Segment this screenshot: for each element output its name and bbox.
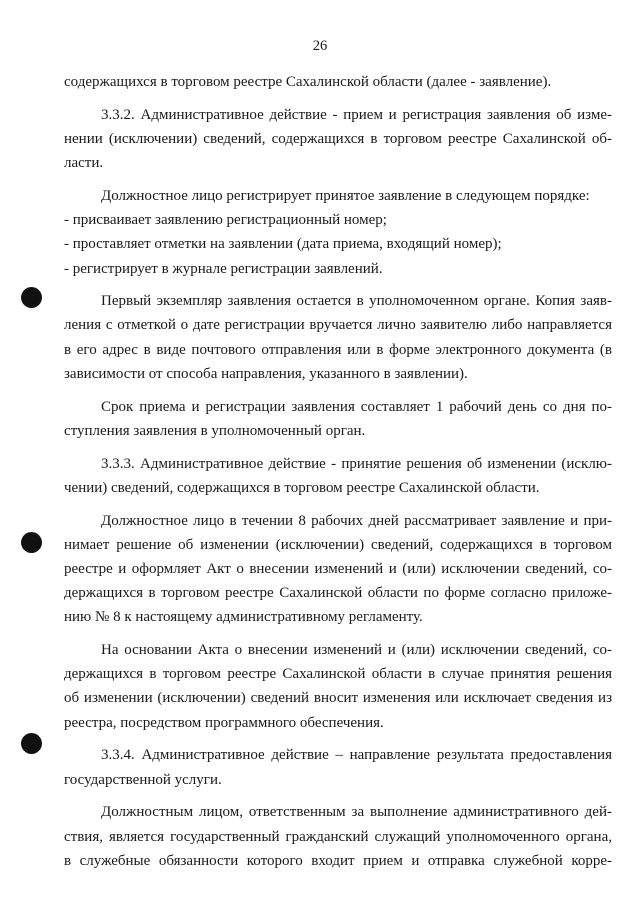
text-line: держащихся в торговом реестре Сахалинской области по форме согласно приложе- — [64, 585, 612, 602]
text-line: 3.3.2. Административное действие - прием и регистрация заявления об изме- — [101, 106, 612, 123]
text-line: нимает решение об изменении (исключении) сведений, содержащихся в торговом — [64, 536, 612, 553]
text-line: На основании Акта о внесении изменений и (или) исключении сведений, со- — [101, 642, 612, 659]
text-line: нении (исключении) сведений, содержащихся в торговом реестре Сахалинской об- — [64, 130, 612, 147]
punch-hole — [21, 532, 42, 553]
text-line: в служебные обязанности которого входит прием и отправка служебной корре- — [64, 852, 612, 869]
text-line: ствия, является государственный гражданский служащий уполномоченного органа, — [64, 828, 612, 845]
text-line: ления с отметкой о дате регистрации вручается лично заявителю либо направляется — [64, 317, 612, 334]
page-number: 26 — [312, 38, 328, 54]
text-line: в его адрес в виде почтового отправления или в форме электронного документа (в — [64, 341, 612, 358]
text-line: 3.3.4. Административное действие – направление результата предоставления — [101, 747, 612, 764]
text-line: Должностным лицом, ответственным за выполнение административного дей- — [101, 804, 612, 821]
text-line: государственной услуги. — [64, 771, 222, 788]
text-line: зависимости от способа направления, указанного в заявлении). — [64, 365, 468, 382]
text-line: Первый экземпляр заявления остается в уполномоченном органе. Копия заяв- — [101, 293, 612, 310]
list-item: - регистрирует в журнале регистрации заявлений. — [64, 260, 383, 277]
text-line: Срок приема и регистрации заявления составляет 1 рабочий день со дня по- — [101, 398, 612, 415]
text-line: реестра, посредством программного обеспечения. — [64, 714, 384, 731]
text-line: Должностное лицо в течении 8 рабочих дней рассматривает заявление и при- — [101, 512, 612, 529]
text-line: держащихся в торговом реестре Сахалинской области в случае принятия решения — [64, 666, 612, 683]
text-line: 3.3.3. Административное действие - принятие решения об изменении (исклю- — [101, 455, 612, 472]
text-line: Должностное лицо регистрирует принятое заявление в следующем порядке: — [101, 187, 590, 204]
text-line: ласти. — [64, 155, 104, 172]
text-line: ступления заявления в уполномоченный орган. — [64, 422, 366, 439]
punch-hole — [21, 287, 42, 308]
text-line: содержащихся в торговом реестре Сахалинской области (далее - заявление). — [64, 74, 552, 90]
document-body — [64, 70, 612, 873]
text-line: реестре и оформляет Акт о внесении изменений и (или) исключении сведений, со- — [64, 560, 612, 577]
text-line: чении) сведений, содержащихся в торговом реестре Сахалинской области. — [64, 479, 540, 496]
text-line: об изменении (исключении) сведений вносит изменения или исключает сведения из — [64, 690, 612, 707]
list-item: - проставляет отметки на заявлении (дата приема, входящий номер); — [64, 236, 502, 253]
list-item: - присваивает заявлению регистрационный номер; — [64, 212, 387, 229]
punch-hole — [21, 733, 42, 754]
text-line: нию № 8 к настоящему административному регламенту. — [64, 609, 423, 626]
